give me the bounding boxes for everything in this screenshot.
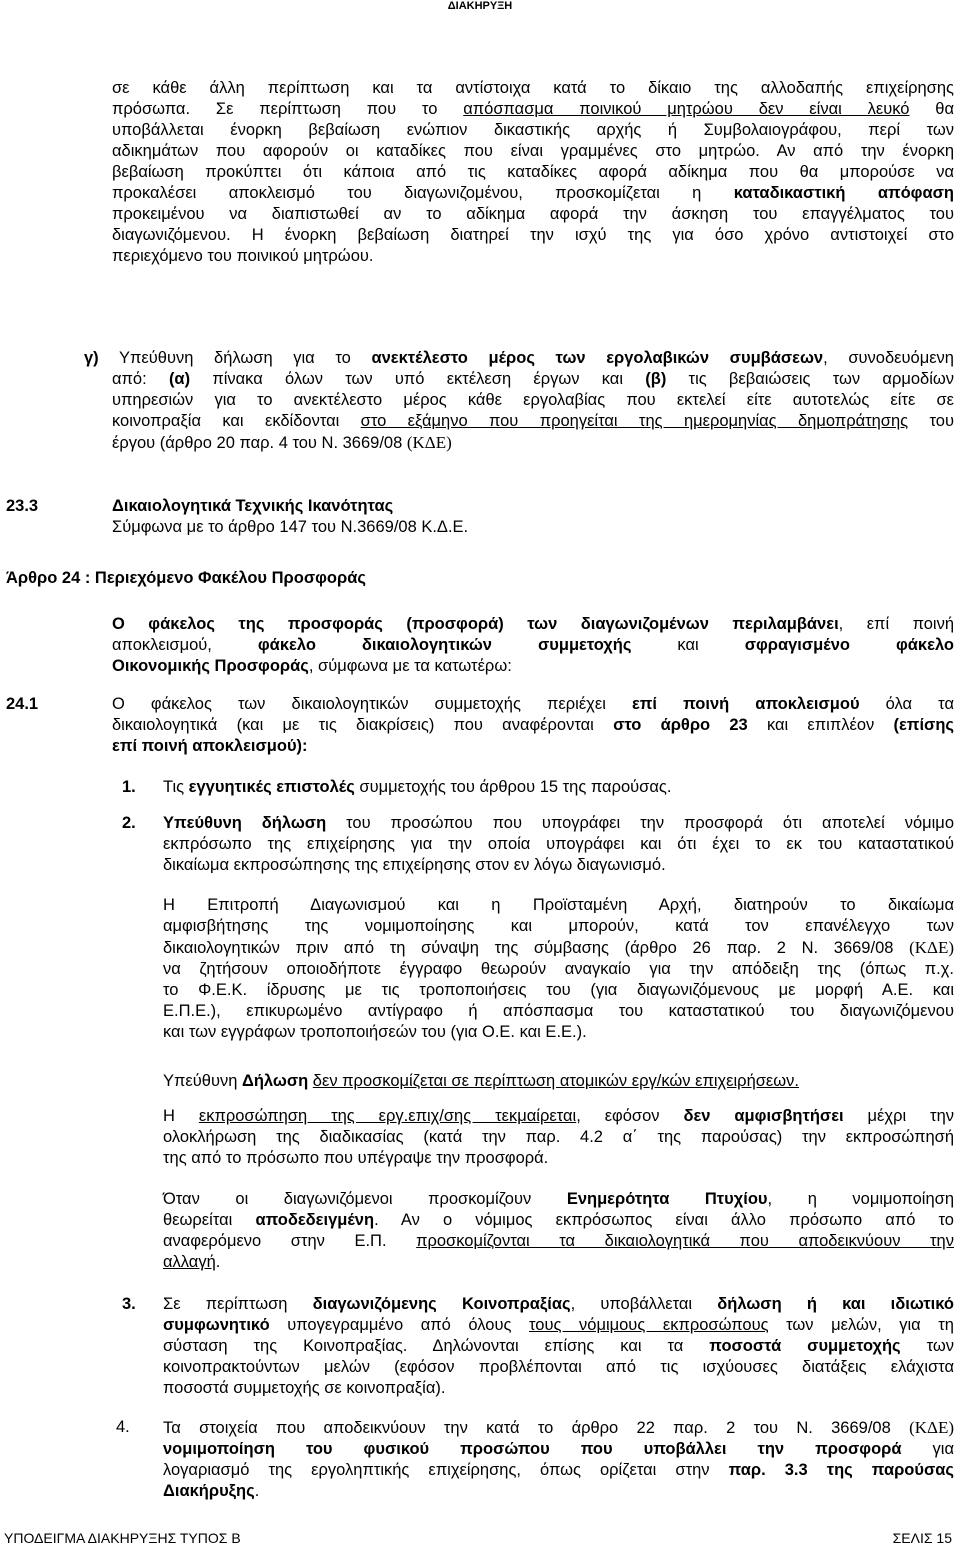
item-1-text: Τις εγγυητικές επιστολές συμμετοχής του άρθρου 15 της παρούσας. <box>163 778 672 796</box>
section-number-24-1: 24.1 <box>6 695 39 713</box>
item-4-text: Τα στοιχεία που αποδεικνύουν την κατά το άρθρο 22 παρ. 2 του Ν. 3669/08 (ΚΔΕ) νομιμοποίηση του φυσικού προσώπου που υποβάλλει την προσφορά για λογαριασμό της εργοληπτικής επιχείρησης, όπως ορίζεται στην παρ. 3.3 της παρούσας Διακήρυξης. <box>163 1418 955 1500</box>
item-1-number: 1. <box>122 778 136 796</box>
criminal-record-paragraph: σε κάθε άλλη περίπτωση και τα αντίστοιχα κατά το δίκαιο της αλλοδαπής επιχείρησης πρόσωπα. Σε περίπτωση που το απόσπασμα ποινικού μητρώου δεν είναι λευκό θα υποβάλλεται ένορκη βεβαίωση ενώπιον δικαστικής αρχής ή Συμβολαιογράφου, περί των αδικημάτων που αφορούν οι καταδίκες που είναι γραμμένες στο μητρώο. Αν από την ένορκη βεβαίωση προκύπτει ότι κάποια από τις καταδίκες αφορά αδίκημα που θα μπορούσε να προκαλέσει αποκλεισμό του διαγωνιζομένου, προσκομίζεται η καταδικαστική απόφαση προκειμένου να διαπιστωθεί αν το αδίκημα αφορά την άσκηση του επαγγέλματος του διαγωνιζόμενου. Η ένορκη βεβαίωση διατηρεί την ισχύ της για όσο χρόνο αντιστοιχεί στο περιεχόμενο του ποινικού μητρώου. <box>112 79 955 265</box>
item-2-number: 2. <box>122 814 136 832</box>
page-header: ΔΙΑΚΗΡΥΞΗ <box>447 0 513 12</box>
section-23-3-heading <box>112 496 954 538</box>
backlog-declaration-paragraph: γ) Υπεύθυνη δήλωση για το ανεκτέλεστο μέρος των εργολαβικών συμβάσεων, συνοδευόμενη από: (α) πίνακα όλων των υπό εκτέλεση έργων και (β) τις βεβαιώσεις των αρμοδίων υπηρεσιών για το ανεκτέλεστο μέρος κάθε εργολαβίας που εκτελεί είτε αυτοτελώς είτε σε κοινοπραξία και εκδίδονται στο εξάμηνο που προηγείται της ημερομηνίας δημοπράτησης του έργου (άρθρο 20 παρ. 4 του Ν. 3669/08 (ΚΔΕ) <box>84 349 954 452</box>
section-24-1-paragraph: Ο φάκελος των δικαιολογητικών συμμετοχής περιέχει επί ποινή αποκλεισμού όλα τα δικαιολογητικά (και με τις διακρίσεις) που αναφέρονται στο άρθρο 23 και επιπλέον (επίσης επί ποινή αποκλεισμού): <box>112 695 954 755</box>
section-subtitle: Σύμφωνα με το άρθρο 147 του Ν.3669/08 Κ.Δ.Ε. <box>112 518 469 536</box>
section-title: Δικαιολογητικά Τεχνικής Ικανότητας <box>112 497 394 515</box>
section-number-23-3: 23.3 <box>6 497 39 515</box>
footer-page-number: ΣΕΛΙΣ 15 <box>892 1530 952 1546</box>
item-2-certificate-paragraph: Όταν οι διαγωνιζόμενοι προσκομίζουν Ενημερότητα Πτυχίου, η νομιμοποίηση θεωρείται αποδεδειγμένη. Αν ο νόμιμος εκπρόσωπος είναι άλλο πρόσωπο από το αναφερόμενο στην Ε.Π. προσκομίζονται τα δικαιολογητικά που αποδεικνύουν την αλλαγή. <box>163 1190 955 1271</box>
item-2-sole-proprietor-note: Υπεύθυνη Δήλωση δεν προσκομίζεται σε περίπτωση ατομικών εργ/κών επιχειρήσεων. <box>163 1072 799 1090</box>
item-2-text: Υπεύθυνη δήλωση του προσώπου που υπογράφει την προσφορά ότι αποτελεί νόμιμο εκπρόσωπο της επιχείρησης για την οποία υπογράφει και ότι έχει το εκ του καταστατικού δικαίωμα εκπροσώπησης της επιχείρησης στον εν λόγω διαγωνισμό. <box>163 814 954 874</box>
item-3-number: 3. <box>122 1295 136 1313</box>
item-2-challenge-paragraph: Η Επιτροπή Διαγωνισμού και η Προϊσταμένη Αρχή, διατηρούν το δικαίωμα αμφισβήτησης της νομιμοποίησης και μπορούν, κατά τον επανέλεγχο των δικαιολογητικών πριν από τη σύναψη της σύμβασης (άρθρο 26 παρ. 2 Ν. 3669/08 (ΚΔΕ) να ζητήσουν οποιοδήποτε έγγραφο θεωρούν αναγκαίο για την απόδειξη της (όπως π.χ. το Φ.Ε.Κ. ίδρυσης με τις τροποποιήσεις του (για διαγωνιζόμενους με μορφή Α.Ε. και Ε.Π.Ε.), επικυρωμένο αντίγραφο ή απόσπασμα του καταστατικού του διαγωνιζόμενου και των εγγράφων τροποποιήσεών του (για Ο.Ε. και Ε.Ε.). <box>163 896 954 1041</box>
footer-document-type: ΥΠΟΔΕΙΓΜΑ ΔΙΑΚΗΡΥΞΗΣ ΤΥΠΟΣ Β <box>4 1530 241 1546</box>
item-4-number: 4. <box>116 1418 130 1436</box>
item-3-text: Σε περίπτωση διαγωνιζόμενης Κοινοπραξίας, υποβάλλεται δήλωση ή και ιδιωτικό συμφωνητικό υπογεγραμμένο από όλους τους νόμιμους εκπροσώπους των μελών, για τη σύσταση της Κοινοπραξίας. Δηλώνονται επίσης και τα ποσοστά συμμετοχής των κοινοπρακτούντων μελών (εφόσον προβλέπονται από τις ισχύουσες διατάξεις ελάχιστα ποσοστά συμμετοχής σε κοινοπραξία). <box>163 1295 954 1397</box>
article-24-title: Άρθρο 24 : Περιεχόμενο Φακέλου Προσφοράς <box>6 569 366 587</box>
item-2-representation-paragraph: Η εκπροσώπηση της εργ.επιχ/σης τεκμαίρεται, εφόσον δεν αμφισβητήσει μέχρι την ολοκλήρωση της διαδικασίας (κατά την παρ. 4.2 α΄ της παρούσας) την εκπροσώπησή της από το πρόσωπο που υπέγραψε την προσφορά. <box>163 1107 954 1167</box>
article-24-intro: Ο φάκελος της προσφοράς (προσφορά) των διαγωνιζομένων περιλαμβάνει, επί ποινή αποκλεισμού, φάκελο δικαιολογητικών συμμετοχής και σφραγισμένο φάκελο Οικονομικής Προσφοράς, σύμφωνα με τα κατωτέρω: <box>112 615 955 675</box>
